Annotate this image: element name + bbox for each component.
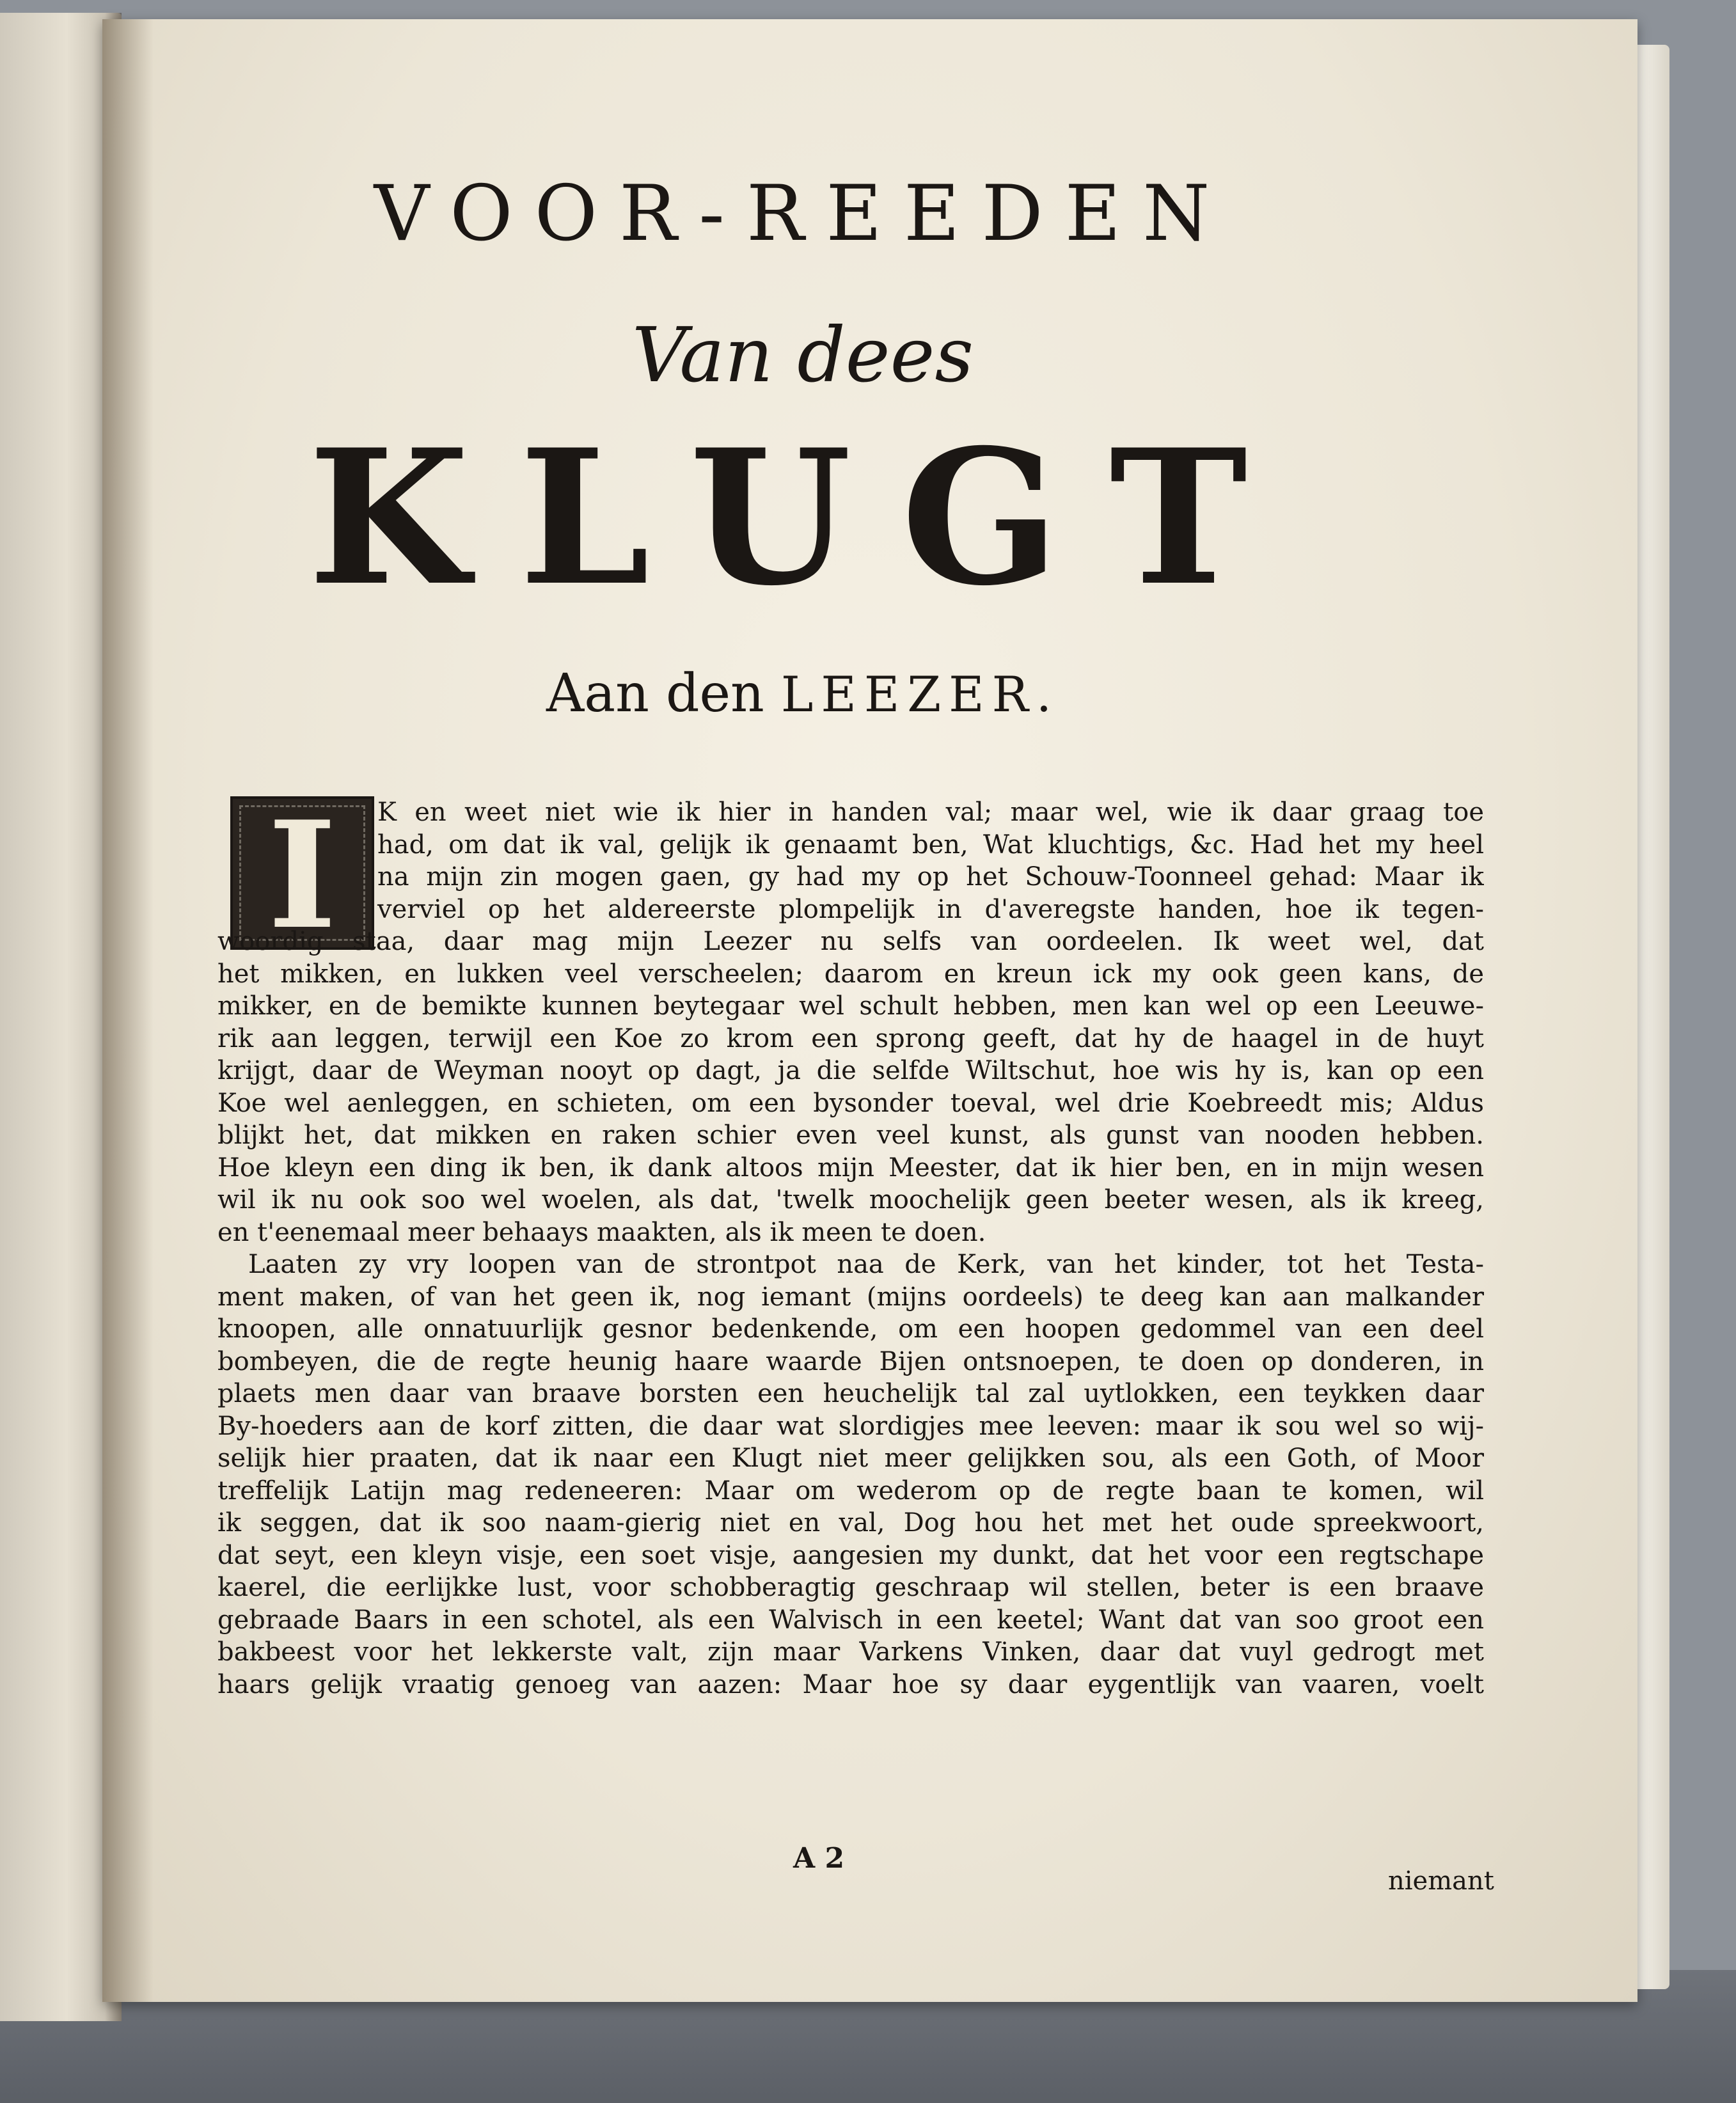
body-line: Laaten zy vry loopen van de strontpot naa de Kerk, van het kinder, tot het Testa-	[248, 1250, 1484, 1279]
body-line: kaerel, die eerlijkke lust, voor schobberagtig geschraap wil stellen, beter is een braave	[217, 1573, 1484, 1602]
body-line: het mikken, en lukken veel verscheelen; daarom en kreun ick my ook geen kans, de	[217, 959, 1484, 989]
title-leezer: LEEZER.	[780, 666, 1059, 723]
body-line: knoopen, alle onnatuurlijk gesnor bedenkende, om een hoopen gedommel van een deel	[217, 1314, 1484, 1344]
title-van-dees: Van dees	[632, 311, 974, 399]
body-line: had, om dat ik val, gelijk ik genaamt ben, Wat kluchtigs, &c. Had het my heel	[377, 830, 1484, 860]
body-line: rik aan leggen, terwijl een Koe zo krom een sprong geeft, dat hy de haagel in de huyt	[217, 1023, 1484, 1053]
body-line: bombeyen, die de regte heunig haare waarde Bijen ontsnoepen, te doen op donderen, in	[217, 1346, 1484, 1376]
title-aan-den: Aan den	[546, 663, 781, 724]
body-line: plaets men daar van braave borsten een heuchelijk tal zal uytlokken, een teykken daar	[217, 1379, 1484, 1408]
body-line: treffelijk Latijn mag redeneeren: Maar om wederom op de regte baan te komen, wil	[217, 1476, 1484, 1506]
body-line: haars gelijk vraatig genoeg van aazen: Maar hoe sy daar eygentlijk van vaaren, voelt	[217, 1669, 1484, 1699]
body-line: ment maken, of van het geen ik, nog iemant (mijns oordeels) te deeg kan aan malkander	[217, 1282, 1484, 1312]
body-line: Koe wel aenleggen, en schieten, om een bysonder toeval, wel drie Koebreedt mis; Aldus	[217, 1088, 1484, 1118]
body-line: en t'eenemaal meer behaays maakten, als ik meen te doen.	[217, 1217, 986, 1247]
body-line: bakbeest voor het lekkerste valt, zijn maar Varkens Vinken, daar dat vuyl gedrogt met	[217, 1637, 1484, 1667]
body-line: na mijn zin mogen gaen, gy had my op het Schouw-Toonneel gehad: Maar ik	[377, 862, 1484, 892]
body-line: Hoe kleyn een ding ik ben, ik dank altoos mijn Meester, dat ik hier ben, en in mijn wesen	[217, 1153, 1484, 1183]
title-voor-reeden: VOOR-REEDEN	[374, 169, 1232, 258]
body-line: mikker, en de bemikte kunnen beytegaar wel schult hebben, men kan wel op een Leeuwe-	[217, 991, 1484, 1021]
catchword: niemant	[1388, 1866, 1494, 1896]
body-line: verviel op het aldereerste plompelijk in d'averegste handen, hoe ik tegen-	[377, 894, 1484, 924]
title-klugt: KLUGT	[308, 409, 1298, 627]
body-line: dat seyt, een kleyn visje, een soet visje, aangesien my dunkt, dat het voor een regtschape	[217, 1540, 1484, 1570]
body-line: K en weet niet wie ik hier in handen val; maar wel, wie ik daar graag toe	[377, 798, 1484, 827]
body-line: wil ik nu ook soo wel woelen, als dat, 'twelk moochelijk geen beeter wesen, als ik kreeg,	[217, 1185, 1484, 1215]
body-line: ik seggen, dat ik soo naam-gierig niet en val, Dog hou het met het oude spreekwoort,	[217, 1508, 1484, 1538]
body-text	[217, 796, 1484, 1701]
body-line: krijgt, daar de Weyman nooyt op dagt, ja die selfde Wiltschut, hoe wis hy is, kan op een	[217, 1056, 1484, 1085]
title-aan-den-leezer	[125, 652, 1481, 736]
body-line: selijk hier praaten, dat ik naar een Klugt niet meer gelijkken sou, als een Goth, of Moor	[217, 1444, 1484, 1473]
body-line: woordig staa, daar mag mijn Leezer nu selfs van oordeelen. Ik weet wel, dat	[217, 927, 1484, 956]
decorated-initial: I	[230, 796, 374, 950]
body-line: gebraade Baars in een schotel, als een Walvisch in een keetel; Want dat van soo groot een	[217, 1605, 1484, 1635]
signature-mark: A 2	[793, 1842, 845, 1875]
body-line: blijkt het, dat mikken en raken schier even veel kunst, als gunst van nooden hebben.	[217, 1121, 1484, 1150]
body-line: By-hoeders aan de korf zitten, die daar wat slordigjes mee leeven: maar ik sou wel so wij-	[217, 1411, 1484, 1441]
